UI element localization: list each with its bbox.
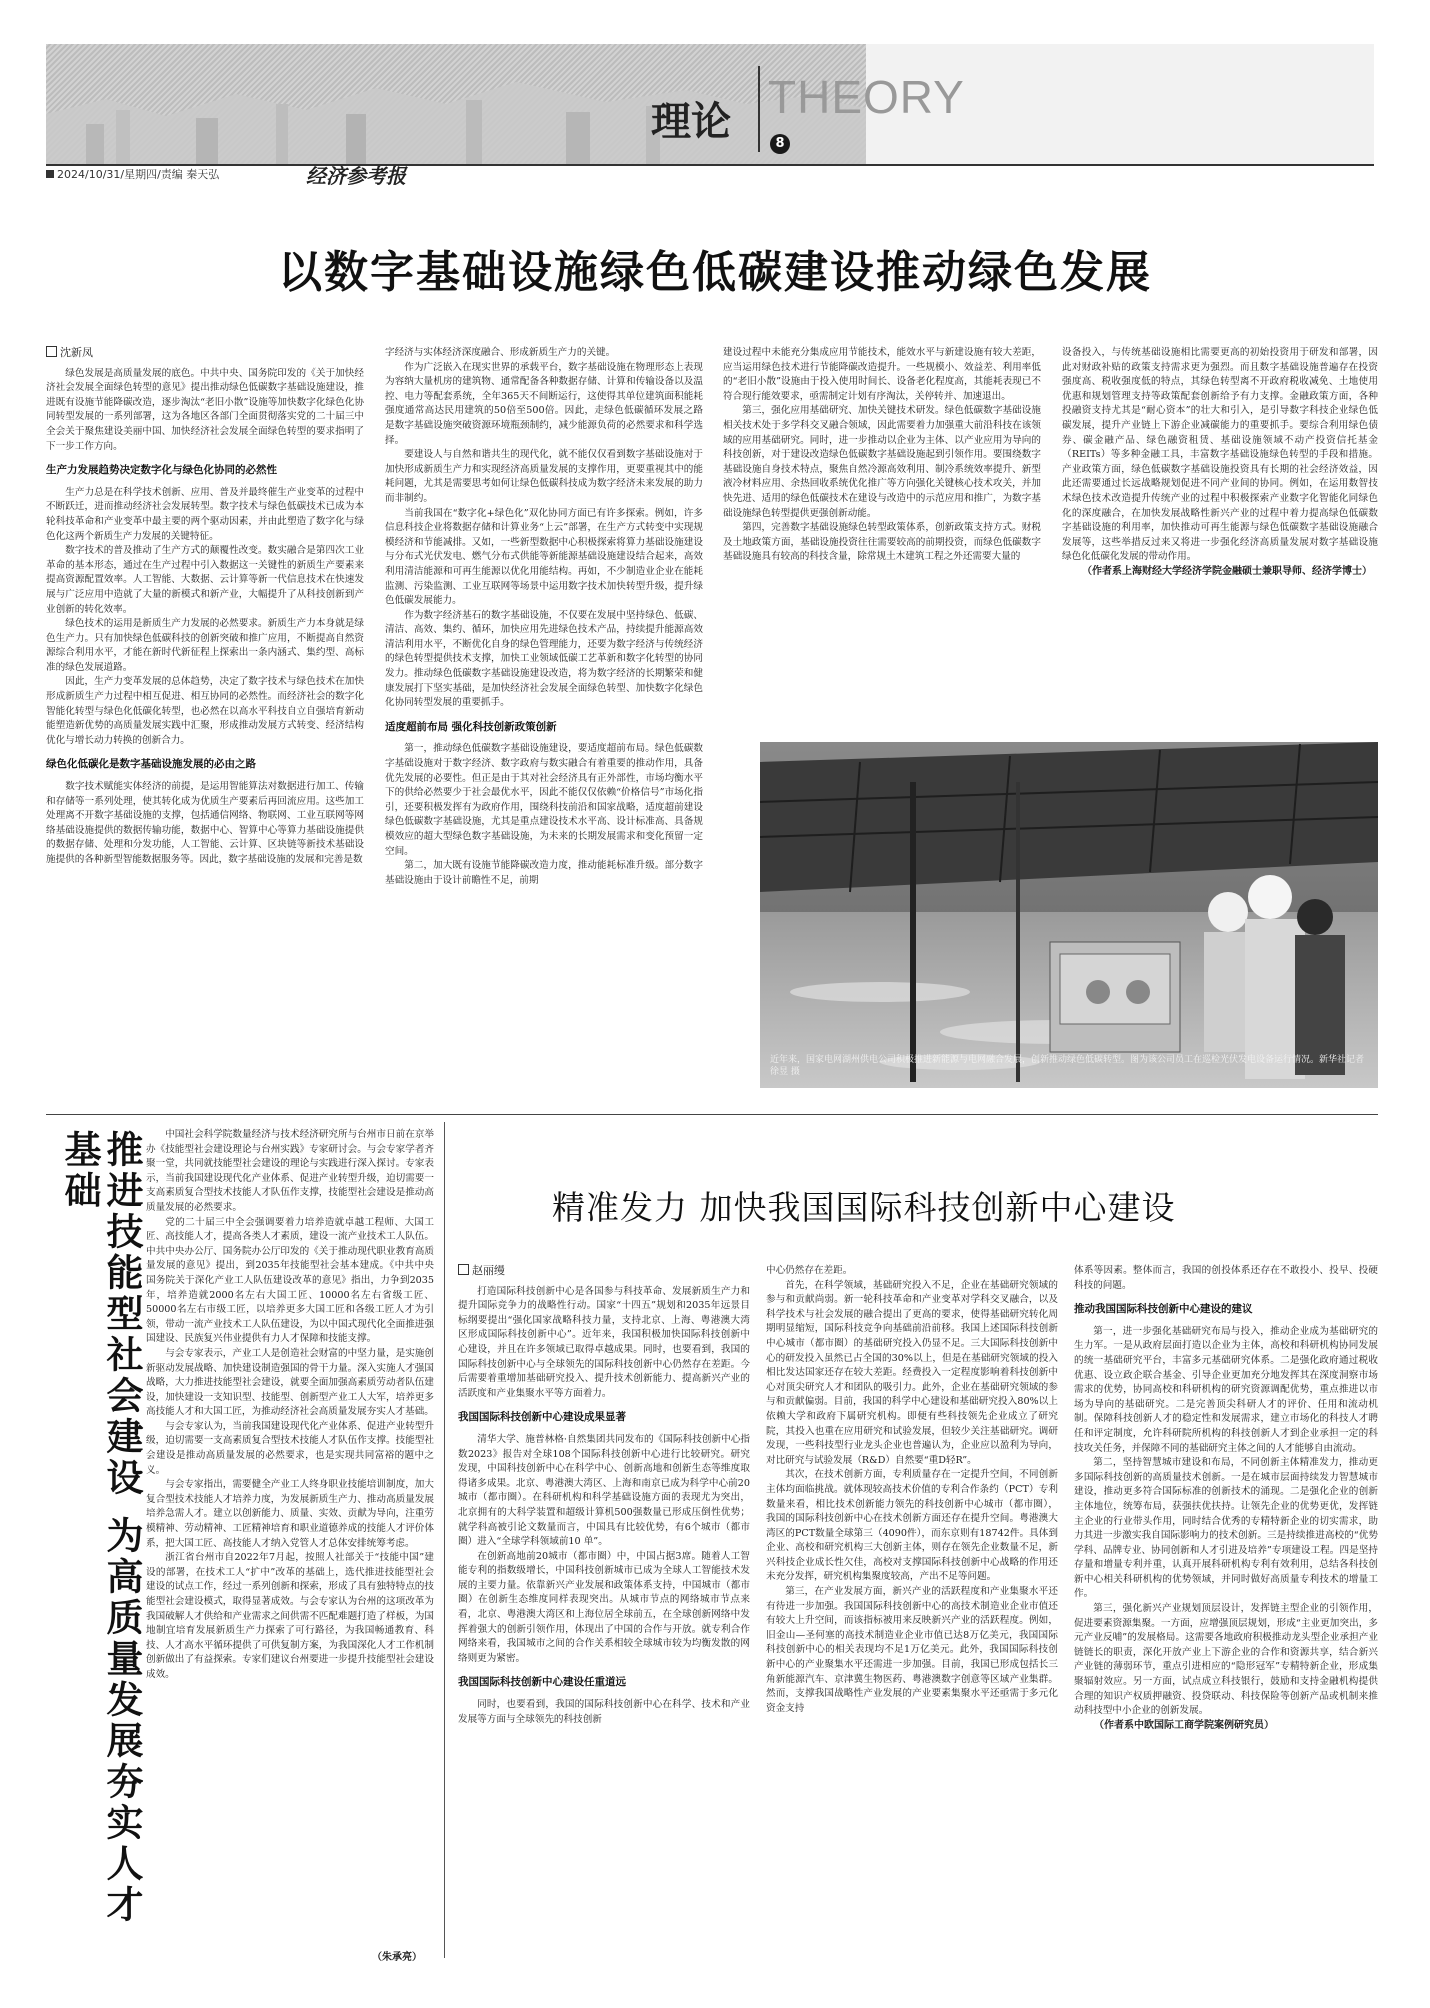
subheading: 推动我国国际科技创新中心建设的建议 [1074,1303,1253,1316]
paragraph: 设备投入，与传统基础设施相比需要更高的初始投资用于研发和部署，因此对财政补贴的政策支持需求更为强烈。而且数字基础设施普遍存在投资强度高、税收强度低的特点，其绿色转型离不开政府税收减免、土地使用优惠和规划管理支持等政策配套创新给予有力支撑。金融政策方面，各种投融资支持尤其是“耐心资本”的壮大和引入，是引导数字科技企业绿色低碳发展，提升产业链上下游企业减碳能力的重要抓手。要综合利用绿色债券、碳金融产品、绿色融资租赁、基础设施领域不动产投资信托基金（REITs）等多种金融工具，丰富数字基础设施绿色转型的手段和措施。产业政策方面，绿色低碳数字基础设施投资具有长期的社会经济效益，因此还需要通过长远战略规划促进不同产业间的协同。例如，在运用数智技术绿色技术改造提升传统产业的过程中积极探索产业数字化智能化同绿色化的深度融合，在加快发展战略性新兴产业的过程中着力提高绿色低碳数字基础设施的利用率，加快推动可再生能源与绿色低碳数字基础设施融合发展等，这些举措反过来又将进一步强化经济高质量发展对数字基础设施绿色化低碳化发展的带动作用。 [1062,347,1378,563]
author-note: （作者系上海财经大学经济学院金融硕士兼职导师、经济学博士） [1082,565,1372,577]
paragraph: 作为数字经济基石的数字基础设施，不仅要在发展中坚持绿色、低碳、清洁、高效、集约、循环，加快应用先进绿色技术产品，持续提升能源高效清洁利用水平，不断优化自身的绿色管理能力，还要为数字经济与传统经济的绿色转型提供技术支撑，加快工业领域低碳工艺革新和数字化转型的协同发力。推动绿色低碳数字基础设施建设改造，将为数字经济的长期繁荣和健康发展打下坚实基础，是加快经济社会发展全面绿色转型、加快数字化绿色化协同转型发展的重要抓手。 [385,609,703,709]
article2-headline: 推进技能型社会建设 为高质量发展夯实人才基础 [58,1130,143,1926]
photo-illustration [760,742,1378,1088]
paragraph: 在创新高地前20城市（都市圈）中，中国占据3席。随着人工智能专利的指数级增长，中国科技创新城市已成为全球人工智能技术发展的主要力量。依靠新兴产业发展和政策体系支持，中国城市（都市圈）在创新生态维度同样表现突出。从城市节点的网络城市节点来看，北京、粤港澳大湾区和上海位居全球前五，在全球创新网络中发挥着强大的创新引领作用，体现出了中国的合作与开放。就专利合作网络来看，我国城市之间的合作关系相较全球城市较为均衡发散的网络则更为紧密。 [458,1550,750,1664]
column-divider [444,1122,445,1958]
paragraph: 第一，进一步强化基础研究布局与投入，推动企业成为基础研究的生力军。一是从政府层面打造以企业为主体，高校和科研机构协同发展的统一基础研究平台，丰富多元基础研究体系。二是强化政府通过税收优惠、设立政企联合基金、引导企业更加充分地发挥其在深度洞察市场需求的优势，协同高校和科研机构的研究资源调配优势，重点推进以市场为导向的基础研究。二是完善顶尖科研人才的评价、任用和流动机制。保障科技创新人才的稳定性和发展需求，建立市场化的科技人才聘任和评定制度，允许科研院所机构的科技创新人才到企业承担一定的科技攻关任务，并保障不同的基础研究主体之间的人才能够自由流动。 [1074,1325,1378,1454]
article1-column-1 [46,346,364,1036]
paragraph: 首先，在科学领域，基础研究投入不足，企业在基础研究领域的参与和贡献尚弱。新一轮科技革命和产业变革对学科交叉融合，以及科学技术与社会发展的融合提出了更高的要求，使得基础研究转化周期明显缩短，国际科技竞争向基础前沿前移。我国上述国际科技创新中心城市（都市圈）的基础研究投入仍显不足。三大国际科技创新中心的研发投入虽然已占全国的30%以上，但是在基础研究领域的投入相比发达国家还存在较大差距。经费投入一定程度影响着科技创新中心对顶尖研究人才和团队的吸引力。此外，企业在基础研究领域的参与和贡献偏弱。目前，我国的科学中心建设和基础研究投入80%以上依赖大学和政府下属研究机构。即便有些科技领先企业成立了研究院，其投入也重在应用研究和试验发展，但较少关注基础研究。调研发现，一些科技型行业龙头企业也普遍认为，企业应以盈利为导向，对比研究与试验发展（R&D）自然要“重D轻R”。 [766,1279,1058,1466]
subheading: 适度超前布局 强化科技创新政策创新 [385,720,557,733]
article3-author: 赵丽缦 [472,1264,505,1277]
paragraph: 体系等因素。整体而言，我国的创投体系还存在不敢投小、投早、投硬科技的问题。 [1074,1265,1378,1291]
newspaper-name: 经济参考报 [306,164,406,188]
paragraph: 第三，强化新兴产业规划顶层设计，发挥链主型企业的引领作用，促进要素资源集聚。一方面，应增强顶层规划，形成“主业更加突出，多元产业反哺”的发展格局。这需要各地政府积极推动龙头型企业承担产业链链长的职责，深化开放产业上下游企业的合作和资源共享，结合新兴产业链的薄弱环节，重点引进相应的“隐形冠军”专精特新企业，形成集聚辐射效应。另一方面，试点成立科技银行，鼓励和支持金融机构提供合理的知识产权质押融资、投贷联动、科技保险等创新产品或机制来推动科技型中小企业的创新发展。 [1074,1603,1378,1717]
subheading: 我国国际科技创新中心建设成果显著 [458,1411,626,1424]
paragraph: 浙江省台州市自2022年7月起，按照人社部关于“技能中国”建设的部署，在技术工人“扩中”改革的基础上，选代推进技能型社会建设的试点工作，经过一系列创新和探索，形成了具有独特特点的技能型社会建设模式，取得显著成效。与会专家认为台州的这项改革为我国破解人才供给和产业需求之间供需不匹配难题打造了样板，为国地制宜培育发展新质生产力探索了可行路径，为我国畅通教育、科技、人才高水平循环提供了可供复制方案，为我国深化人才工作机制创新做出了有益探索。专家们建议台州要进一步提升技能型社会建设成效。 [146,1552,434,1680]
subheading: 绿色化低碳化是数字基础设施发展的必由之路 [46,758,256,771]
article1-photo [760,742,1378,1088]
paragraph: 第三，在产业发展方面，新兴产业的活跃程度和产业集聚水平还有待进一步加强。我国国际科技创新中心的高技术制造业企业市值还有较大上升空间，而该指标被用来反映新兴产业的活跃程度。例如，旧金山—圣何塞的高技术制造业企业市值已达8万亿美元，我国国际科技创新中心的相关表现均不足1万亿美元。此外，我国国际科技创新中心的产业聚集水平还需进一步加强。目前，我国已形成包括长三角新能源汽车、京津冀生物医药、粤港澳数字创意等区域产业集群。然而，支撑我国战略性产业发展的产业要素集聚水平还亟需于多元化资金支持 [766,1586,1058,1714]
article1-author: 沈新凤 [60,346,93,359]
section-divider [46,1114,1378,1115]
paragraph: 数字技术的普及推动了生产方式的颠覆性改变。数实融合是第四次工业革命的基本形态，通过在生产过程中引入数据这一关键性的新质生产要素来提高资源配置效率。人工智能、大数据、云计算等新一代信息技术在快速发展与广泛应用中造就了大量的新模式和新产业，大幅提升了从科技创新到产业创新的转化效率。 [46,545,364,615]
paragraph: 第一，推动绿色低碳数字基础设施建设，要适度超前布局。绿色低碳数字基础设施对于数字经济、数字政府与数实融合有着重要的推动作用，具备优先发展的必要性。但正是由于其对社会经济具有正外部性，市场均衡水平下的供给必然要少于社会最优水平，因此不能仅仅依赖“价格信号”市场化指引，还要积极发挥有为政府作用，围绕科技前沿和国家战略，适度超前建设绿色低碳数字基础设施，尤其是重点建设技术水平高、设计标准高、具备规模效应的超大型绿色数字基础设施，为未来的长期发展需求和变化预留一定空间。 [385,743,703,857]
article2-signature: （朱承亮） [372,1952,422,1963]
article3-column-1 [458,1264,750,1954]
article1-column-4 [1062,346,1378,734]
article1-headline: 以数字基础设施绿色低碳建设推动绿色发展 [278,247,1152,298]
paragraph: 第三，强化应用基础研究、加快关键技术研发。绿色低碳数字基础设施相关技术处于多学科交叉融合领域，因此需要着力加强重大前沿科技在该领域的应用基础研究。同时，进一步推动以企业为主体、以产业应用为导向的科技创新，对于建设改造绿色低碳数字基础设施起到引领作用。要围绕数字基础设施自身技术特点，聚焦自然冷源高效利用、制冷系统效率提升、新型液冷材料应用、余热回收系统优化推广等方向强化关键核心技术攻关，并加快先进、适用的绿色低碳技术在建设与改造中的示范应用和推广，为数字基础设施绿色转型提供更强创新动能。 [723,405,1041,519]
paragraph: 要建设人与自然和谐共生的现代化，就不能仅仅看到数字基础设施对于加快形成新质生产力和实现经济高质量发展的支撑作用，更要重视其中的能耗问题，尤其是需要思考如何让绿色低碳科技成为数字经济未来发展的助力而非制约。 [385,449,703,504]
header-band [46,44,1374,166]
subheading: 生产力发展趋势决定数字化与绿色化协同的必然性 [46,464,277,477]
author-note: （作者系中欧国际工商学院案例研究员） [1094,1719,1274,1731]
article3-column-2 [766,1264,1058,1954]
paragraph: 与会专家表示，产业工人是创造社会财富的中坚力量，是实施创新驱动发展战略、加快建设制造强国的骨干力量。深入实施人才强国战略，大力推进技能型社会建设，就要全面加强高素质劳动者队伍建设，加快建设一支知识型、技能型、创新型产业工人大军，培养更多高技能人才和大国工匠，为推动经济社会高质量发展夯实人才基础。 [146,1347,434,1418]
article3-headline: 精准发力 加快我国国际科技创新中心建设 [552,1188,1176,1227]
paragraph: 同时，也要看到，我国的国际科技创新中心在科学、技术和产业发展等方面与全球领先的科技创新 [458,1699,750,1725]
article1-column-2 [385,346,703,1036]
paragraph: 第二，坚持智慧城市建设和布局，不同创新主体精准发力，推动更多国际科技创新的高质量技术创新。一是在城市层面持续发力智慧城市建设，推动更多符合国际标准的创新技术的涌现。二是强化企业的创新主体地位，统筹布局，获强扶优扶持。让领先企业的优势更优，发挥链主企业的行业带头作用，同时结合优秀的专精特新企业的切实需求，助力其进一步激实我自国际影响力的技术创新。三是持续推进高校的“优势学科、品牌专业、协同创新和人才引进及培养”专项建设工程。四是坚持存量和增量专利并重，认真开展科研机构专利有效利用，总结各科技创新中心相关科研机构的优势领域，并同时做好高质量专利技术的增量工作。 [1074,1457,1378,1600]
article1-column-3 [723,346,1041,734]
date-line: 2024/10/31/星期四/责编 秦天弘 [57,168,220,181]
paragraph: 绿色技术的运用是新质生产力发展的必然要求。新质生产力本身就是绿色生产力。只有加快绿色低碳科技的创新突破和推广应用，不断提高自然资源综合利用水平，才能在新时代新征程上探索出一条内涵式、集约型、高标准的绿色发展道路。 [46,618,364,673]
paragraph: 中国社会科学院数量经济与技术经济研究所与台州市日前在京举办《技能型社会建设理论与台州实践》专家研讨会。与会专家学者齐聚一堂，共同就技能型社会建设的理论与实践进行深入探讨。专家表示，当前我国建设现代化产业体系、促进产业转型升级，迫切需要一支高素质复合型技术技能人才队伍作支撑，技能型社会建设是推动高质量发展的必然要求。 [146,1129,434,1213]
paragraph: 中心仍然存在差距。 [766,1265,853,1276]
paragraph: 其次，在技术创新方面，专利质量存在一定提升空间，不同创新主体均面临挑战。就体现较高技术价值的专利合作条约（PCT）专利数量来看，相比技术创新能力领先的科技创新中心城市（都市圈），我国的国际科技创新中心在技术创新方面还存在提升空间。粤港澳大湾区的PCT数量全球第三（4090件），而东京则有18742件。具体到企业、高校和研究机构三大创新主体，则存在领先企业数量不足，新兴科技企业成长性欠佳，高校对支撑国际科技创新中心战略的作用还未充分发挥，研究机构集聚度较高，产出不足等问题。 [766,1469,1058,1583]
paragraph: 清华大学、施普林格·自然集团共同发布的《国际科技创新中心指数2023》报告对全球108个国际科技创新中心进行比较研究。研究发现，中国科技创新中心在科学中心、创新高地和创新生态等维度取得诸多成果。北京、粤港澳大湾区、上海和南京已成为科学中心前20城市（都市圈）。在科研机构和科学基础设施方面的表现尤为突出，北京拥有的大科学装置和超级计算机500强数量已形成压倒性优势；就学科高被引论文数量而言，中国具有比较优势，有6个城市（都市圈）进入“全球学科领域前10 单”。 [458,1433,750,1548]
paragraph: 党的二十届三中全会强调要着力培养造就卓越工程师、大国工匠、高技能人才，提高各类人才素质，建设一流产业技术工人队伍。中共中央办公厅、国务院办公厅印发的《关于推动现代职业教育高质量发展的意见》提出，到2035年技能型社会基本建成。《中共中央 国务院关于深化产业工人队伍建设改革的意见》指出，力争到2035年，培养造就2000名左右大国工匠、10000名左右省级工匠、50000名左右市级工匠，以培养更多大国工匠和各级工匠人才为引领，带动一流产业技术工人队伍建设，为以中国式现代化全面推进强国建设、民族复兴伟业提供有力人才保障和技能支撑。 [146,1216,434,1345]
photo-caption: 近年来，国家电网湖州供电公司积极推进新能源与电网融合发展，创新推动绿色低碳转型。图为该公司员工在巡检光伏发电设备运行情况。新华社记者 徐昱 摄 [770,1055,1365,1077]
date-marker-icon [46,170,54,178]
article2-column-1 [146,1128,434,1942]
article3-column-3 [1074,1264,1378,1954]
paragraph: 与会专家指出，需要健全产业工人终身职业技能培训制度，加大复合型技术技能人才培养力度，为发展新质生产力、推动高质量发展培养急需人才。建立以创新能力、质量、实效、贡献为导向，注重劳模精神、劳动精神、工匠精神培育和职业道德养成的技能人才评价体系，把大国工匠、高技能人才纳入党管人才总体安排统筹考虑。 [146,1479,434,1549]
section-title-en: THEORY [768,71,965,123]
paragraph: 字经济与实体经济深度融合、形成新质生产力的关键。 [385,347,616,358]
section-title-cn: 理论 [651,99,731,145]
paragraph: 作为广泛嵌入在现实世界的承载平台，数字基础设施在物理形态上表现为容纳大量机房的建筑物、通常配备各种数据存储、计算和传输设备以及温控、电力等配套系统，全年365天不间断运行，这使得其单位建筑面积能耗强度通常高达民用建筑的50倍至500倍。因此，走绿色低碳循环发展之路是数字基础设施突破资源环境瓶颈制约，减少能源负荷的必然要求和科学选择。 [385,361,703,446]
page-number: 8 [770,134,790,154]
subheading: 我国国际科技创新中心建设任重道远 [458,1676,626,1689]
paragraph: 第四，完善数字基础设施绿色转型政策体系，创新政策支持方式。财税及土地政策方面，基础设施投资往往需要较高的前期投资，而绿色低碳数字基础设施具有较高的科技含量，除常规土木建筑工程之外还需要大量的 [723,522,1041,563]
paragraph: 当前我国在“数字化+绿色化”双化协同方面已有许多探索。例如，许多信息科技企业将数据存储和计算业务“上云”部署，在生产方式转变中实现规模经济和节能减排。又如，一些新型数据中心积极探索将算力基础设施建设与分布式光伏发电、燃气分布式供能等新能源基础设施建设结合起来，高效利用清洁能源和可再生能源以优化用能结构。再如，不少制造业企业在能耗监测、污染监测、工业互联网等场景中运用数字技术加快转型升级，提升绿色低碳发展能力。 [385,507,703,607]
paragraph: 因此，生产力变革发展的总体趋势，决定了数字技术与绿色技术在加快形成新质生产力过程中相互促进、相互协同的必然性。而经济社会的数字化智能化转型与绿色化低碳化转型，也必然在以高水平科技自立自强培育新动能塑造新优势的高质量发展实践中汇聚，形成推动发展方式转变、经济结构优化与增长动力转换的创新合力。 [46,676,364,746]
paragraph: 绿色发展是高质量发展的底色。中共中央、国务院印发的《关于加快经济社会发展全面绿色转型的意见》提出推动绿色低碳数字基础设施建设，推进既有设施节能降碳改造，逐步淘汰“老旧小散”设施等加快数字化绿色化协同转型发展的一系列部署，这为各地区各部门全面贯彻落实党的二十届三中全会关于聚焦建设美丽中国、加快经济社会发展全面绿色转型的要求指明了下一步工作方向。 [46,367,364,452]
paragraph: 生产力总是在科学技术创新、应用、普及并最终催生产业变革的过程中不断跃迁，进而推动经济社会发展转型。数字技术与绿色低碳技术已成为本轮科技革命和产业变革中最主要的两个驱动因素，并由此塑造了数字化与绿色化这两个新质生产力发展的关键特征。 [46,486,364,542]
paragraph: 与会专家认为，当前我国建设现代化产业体系、促进产业转型升级，迫切需要一支高素质复合型技术技能人才队伍作支撑。技能型社会建设是推动高质量发展的必然要求，也是实现共同富裕的题中之义。 [146,1420,434,1476]
paragraph: 第二，加大既有设施节能降碳改造力度，推动能耗标准升级。部分数字基础设施由于设计前瞻性不足，前期 [385,860,703,886]
paragraph: 数字技术赋能实体经济的前提，是运用智能算法对数据进行加工、传输和存储等一系列处理，使其转化成为优质生产要素后再回流应用。这些加工处理离不开数字基础设施的支撑，包括通信网络、物联网、工业互联网等网络基础设施提供的数据传输功能，数据中心、智算中心等算力基础设施提供的数据存储、处理和分发功能，人工智能、云计算、区块链等新技术基础设施提供的各种新型智能数据服务等。因此，数字基础设施的发展和完善是数 [46,781,364,865]
paragraph: 打造国际科技创新中心是各国参与科技革命、发展新质生产力和提升国际竞争力的战略性行动。国家“十四五”规划和2035年远景目标纲要提出“强化国家战略科技力量，支持北京、上海、粤港澳大湾区形成国际科技创新中心”。近年来，我国积极加快国际科技创新中心建设，并且在许多领域已取得卓越成果。同时，也要看到，我国的国际科技创新中心与全球领先的国际科技创新中心仍然存在差距。今后需要着重增加基础研究投入、提升技术创新能力、提高新兴产业的活跃度和产业集聚水平等方面着力。 [458,1285,750,1399]
paragraph: 建设过程中未能充分集成应用节能技术，能效水平与新建设施有较大差距，应当运用绿色技术进行节能降碳改造提升。一些规模小、效益差、利用率低的“老旧小散”设施由于投入使用时间长、设备老化程度高，其能耗表现已不符合现行能效要求，亟需制定计划有序淘汰，关停转并、加速退出。 [723,347,1041,402]
